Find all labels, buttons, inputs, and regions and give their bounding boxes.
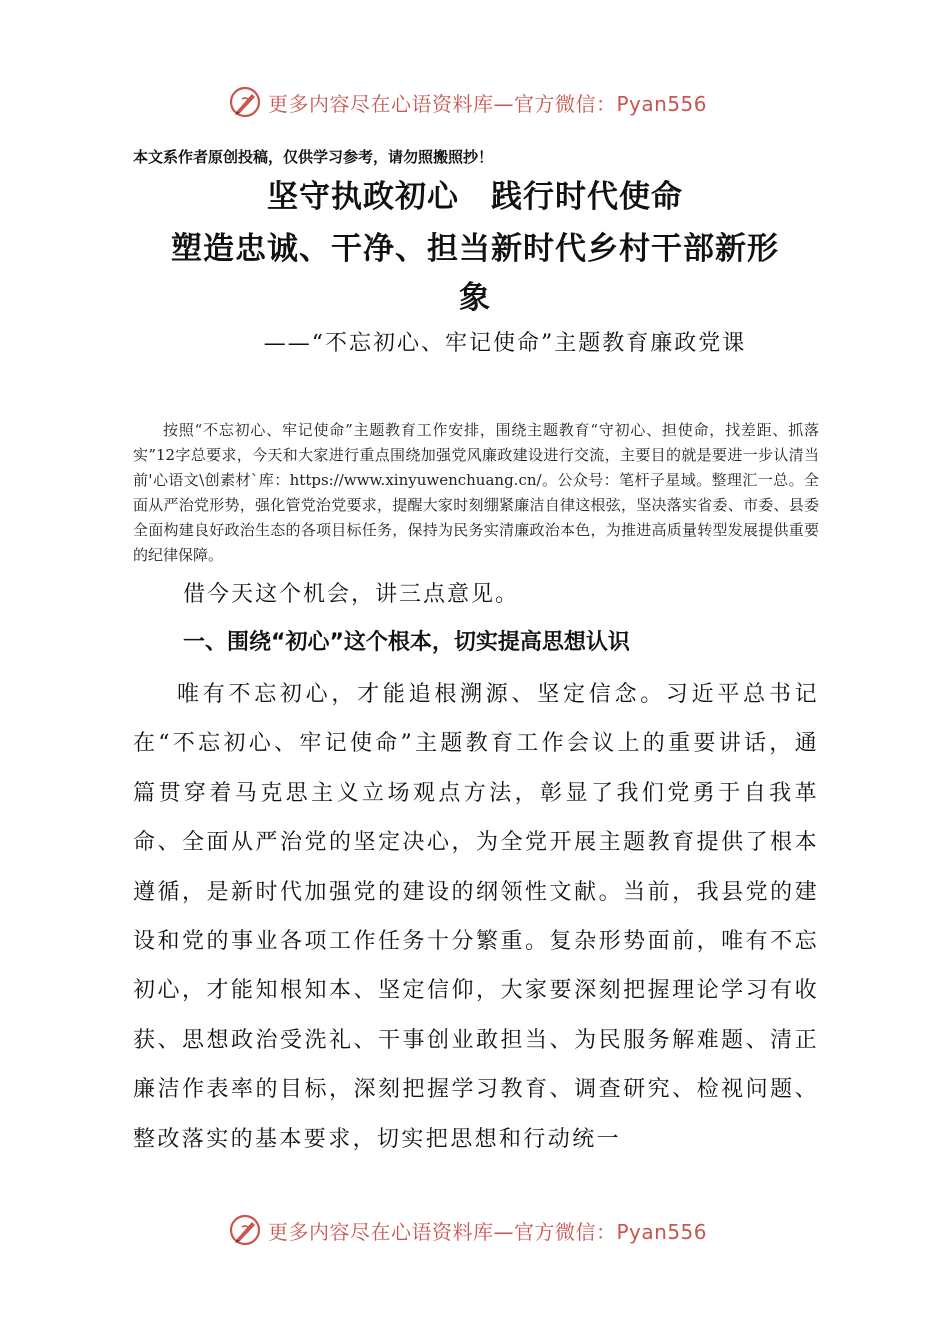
section-1-heading: 一、围绕“初心”这个根本，切实提高思想认识 (183, 630, 630, 655)
quill-logo-icon (228, 85, 262, 119)
banner-text: 更多内容尽在心语资料库—官方微信：Pyan556 (268, 91, 708, 116)
footer-banner (228, 1210, 707, 1250)
header-banner (228, 82, 707, 122)
title-line-1: 坚守执政初心 践行时代使命 (267, 179, 683, 215)
banner-text: 更多内容尽在心语资料库—官方微信：Pyan556 (268, 1219, 708, 1244)
lead-sentence: 借今天这个机会，讲三点意见。 (183, 582, 520, 607)
quill-logo-icon (228, 1213, 262, 1247)
intro-paragraph: 按照“不忘初心、牢记使命”主题教育工作安排，围绕主题教育“守初心、担使命，找差距、抓落实”12字总要求，今天和大家进行重点围绕加强党风廉政建设进行交流，主要目的就是要进一步认清当前'心语文\创素材`库：https://www.xinyuwenchuang.cn/。公众号：笔杆子星域。整理汇一总。全面从严治党形势，强化管党治党要求，提醒大家时刻绷紧廉洁自律这根弦，坚决落实省委、市委、县委全面构建良好政治生态的各项目标任务，保持为民务实清廉政治本色，为推进高质量转型发展提供重要的纪律保障。 (133, 421, 819, 564)
section-1-body: 唯有不忘初心，才能追根溯源、坚定信念。习近平总书记在“不忘初心、牢记使命”主题教育工作会议上的重要讲话，通篇贯穿着马克思主义立场观点方法，彰显了我们党勇于自我革命、全面从严治党的坚定决心，为全党开展主题教育提供了根本遵循，是新时代加强党的建设的纲领性文献。当前，我县党的建设和党的事业各项工作任务十分繁重。复杂形势面前，唯有不忘初心，才能知根知本、坚定信仰，大家要深刻把握理论学习有收获、思想政治受洗礼、干事创业敢担当、为民服务解难题、清正廉洁作表率的目标，深刻把握学习教育、调查研究、检视问题、整改落实的基本要求，切实把思想和行动统一 (133, 682, 819, 1152)
subtitle: ——“不忘初心、牢记使命”主题教育廉政党课 (263, 331, 747, 356)
title-line-3: 象 (459, 280, 491, 316)
copyright-notice: 本文系作者原创投稿，仅供学习参考，请勿照搬照抄！ (133, 148, 494, 166)
title-line-2: 塑造忠诚、干净、担当新时代乡村干部新形 (171, 231, 779, 267)
